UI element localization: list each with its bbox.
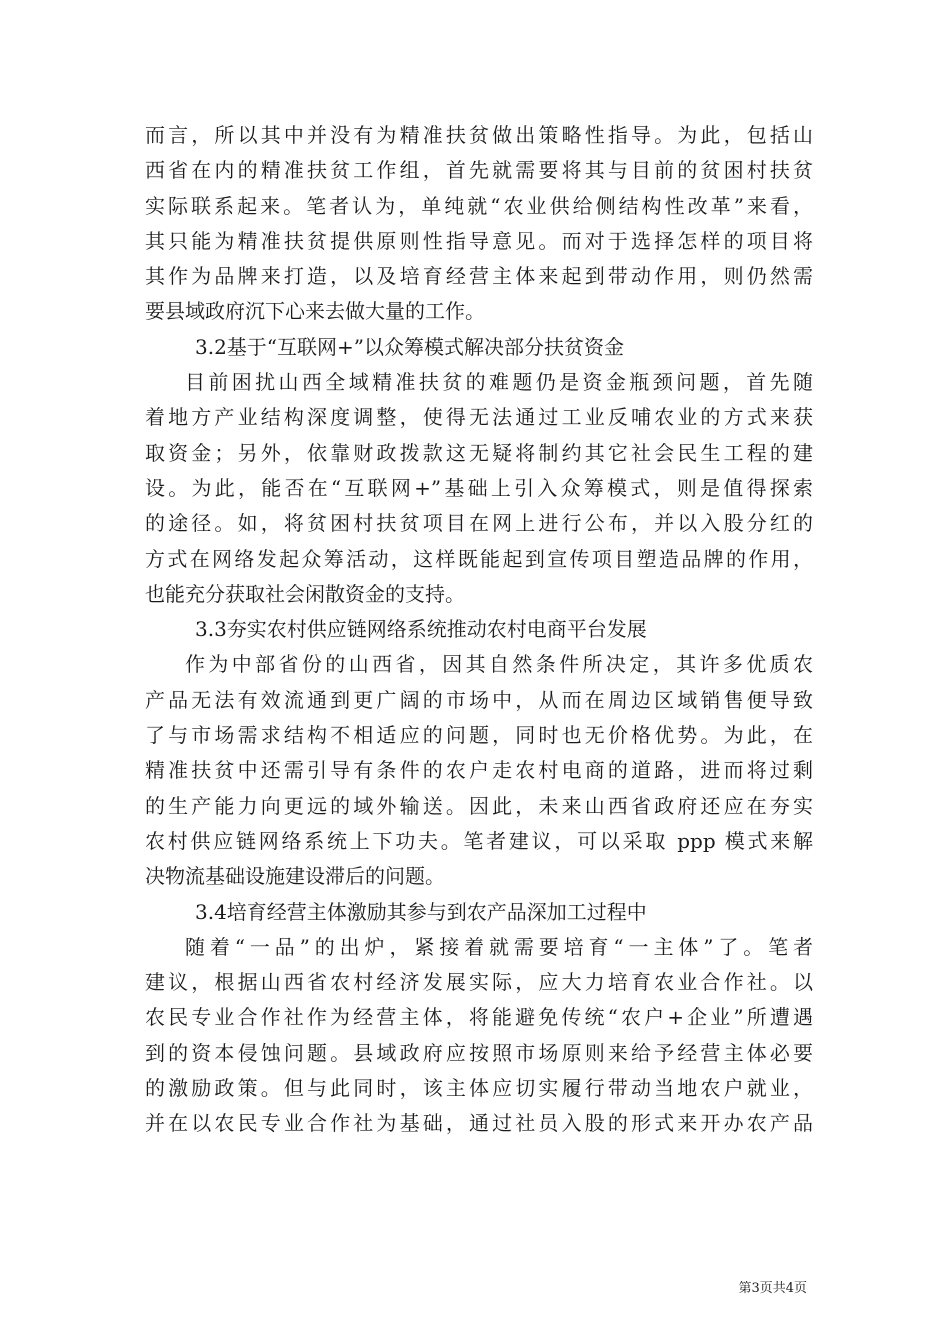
text-line: 精准扶贫中还需引导有条件的农户走农村电商的道路，进而将过剩 — [145, 758, 813, 783]
text-line: 的途径。如，将贫困村扶贫项目在网上进行公布，并以入股分红的 — [145, 511, 813, 536]
text-line: 实际联系起来。笔者认为，单纯就“农业供给侧结构性改革”来看， — [145, 193, 813, 218]
section-heading: 3.4培育经营主体激励其参与到农产品深加工过程中 — [195, 899, 647, 924]
text-line: 其只能为精准扶贫提供原则性指导意见。而对于选择怎样的项目将 — [145, 228, 813, 253]
text-line: 取资金；另外，依靠财政拨款这无疑将制约其它社会民生工程的建 — [145, 440, 813, 465]
text-line: 随着“一品”的出炉，紧接着就需要培育“一主体”了。笔者 — [185, 934, 813, 959]
text-line: 农村供应链网络系统上下功夫。笔者建议，可以采取 ppp 模式来解 — [145, 828, 813, 853]
text-line: 而言，所以其中并没有为精准扶贫做出策略性指导。为此，包括山 — [145, 123, 813, 147]
text-line: 建议，根据山西省农村经济发展实际，应大力培育农业合作社。以 — [145, 970, 813, 995]
text-line: 方式在网络发起众筹活动，这样既能起到宣传项目塑造品牌的作用， — [145, 546, 813, 571]
text-line: 也能充分获取社会闲散资金的支持。 — [145, 581, 465, 606]
section-heading: 3.2基于“互联网+”以众筹模式解决部分扶贫资金 — [195, 334, 625, 359]
text-line: 着地方产业结构深度调整，使得无法通过工业反哺农业的方式来获 — [145, 405, 813, 430]
text-line: 了与市场需求结构不相适应的问题，同时也无价格优势。为此，在 — [145, 723, 813, 748]
text-line: 作为中部省份的山西省，因其自然条件所决定，其许多优质农 — [185, 652, 813, 677]
text-line: 西省在内的精准扶贫工作组，首先就需要将其与目前的贫困村扶贫 — [145, 158, 813, 183]
text-line: 要县域政府沉下心来去做大量的工作。 — [145, 299, 485, 324]
text-line: 设。为此，能否在“互联网+”基础上引入众筹模式，则是值得探索 — [145, 475, 813, 500]
text-line: 其作为品牌来打造，以及培育经营主体来起到带动作用，则仍然需 — [145, 264, 813, 289]
text-line: 决物流基础设施建设滞后的问题。 — [145, 864, 445, 889]
body-text — [145, 118, 813, 1142]
text-line: 产品无法有效流通到更广阔的市场中，从而在周边区域销售便导致 — [145, 687, 813, 712]
section-heading: 3.3夯实农村供应链网络系统推动农村电商平台发展 — [195, 617, 647, 642]
text-line: 的激励政策。但与此同时，该主体应切实履行带动当地农户就业， — [145, 1076, 813, 1101]
text-line: 到的资本侵蚀问题。县域政府应按照市场原则来给予经营主体必要 — [145, 1040, 813, 1065]
page-number: 第3页共4页 — [738, 1281, 807, 1296]
text-line: 并在以农民专业合作社为基础，通过社员入股的形式来开办农产品 — [145, 1111, 813, 1136]
text-line: 农民专业合作社作为经营主体，将能避免传统“农户+企业”所遭遇 — [145, 1005, 813, 1030]
text-line: 目前困扰山西全域精准扶贫的难题仍是资金瓶颈问题，首先随 — [185, 370, 813, 395]
text-line: 的生产能力向更远的域外输送。因此，未来山西省政府还应在夯实 — [145, 793, 813, 818]
